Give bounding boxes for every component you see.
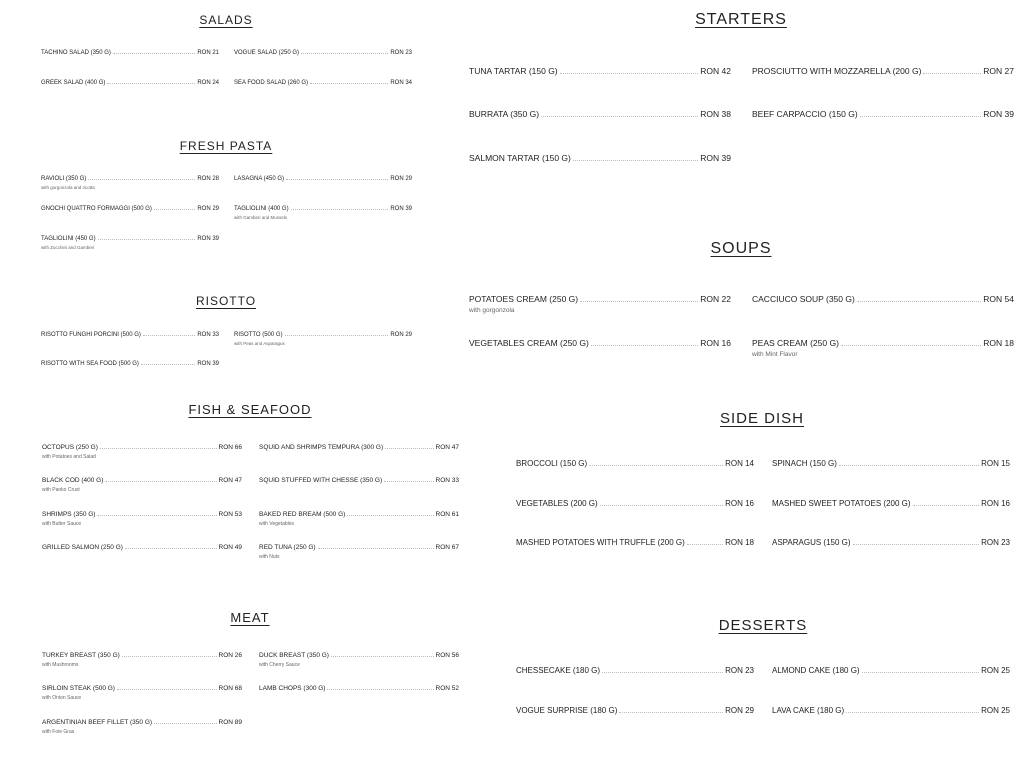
item-price: RON 39: [390, 206, 412, 212]
item-name: ARGENTINIAN BEEF FILLET (350 G): [42, 719, 153, 726]
desserts-title: DESSERTS: [718, 617, 808, 634]
item-price: RON 14: [725, 459, 754, 468]
dot-leader: [839, 465, 979, 466]
item-note: with Mushrooms: [42, 662, 79, 668]
item-name: TAGLIOLINI (400 G): [234, 206, 289, 212]
item-name: VEGETABLES (200 G): [516, 499, 598, 508]
menu-item: [516, 459, 754, 468]
item-name: TUNA TARTAR (150 G): [469, 66, 558, 76]
item-price: RON 49: [218, 544, 242, 551]
menu-item: [234, 50, 412, 56]
starters-title: STARTERS: [695, 11, 787, 28]
item-name: TURKEY BREAST (350 G): [42, 652, 120, 659]
item-name: RED TUNA (250 G): [259, 544, 316, 551]
item-name: SQUID AND SHRIMPS TEMPURA (300 G): [259, 444, 384, 451]
item-price: RON 42: [700, 66, 731, 76]
dot-leader: [122, 656, 217, 657]
menu-item: [42, 652, 242, 668]
dot-leader: [301, 53, 388, 54]
dot-leader: [105, 481, 216, 482]
item-price: RON 28: [197, 176, 219, 182]
menu-item: [752, 109, 1014, 119]
menu-item: [42, 444, 242, 460]
item-price: RON 29: [390, 176, 412, 182]
item-note: with Foie Gras: [42, 729, 75, 735]
dot-leader: [327, 689, 433, 690]
item-price: RON 29: [197, 206, 219, 212]
item-price: RON 33: [435, 477, 459, 484]
item-price: RON 56: [435, 652, 459, 659]
item-note: with Panko Crust: [42, 487, 80, 493]
menu-item: [772, 706, 1010, 715]
menu-item: [234, 176, 412, 182]
menu-item: [42, 544, 242, 551]
dot-leader: [141, 364, 195, 365]
item-name: VOGUE SURPRISE (180 G): [516, 706, 618, 715]
item-note: with Butter Sauce: [42, 521, 82, 527]
item-price: RON 23: [981, 538, 1010, 547]
item-name: BROCCOLI (150 G): [516, 459, 588, 468]
item-price: RON 34: [390, 80, 412, 86]
item-price: RON 18: [725, 538, 754, 547]
dot-leader: [97, 515, 216, 516]
item-price: RON 15: [981, 459, 1010, 468]
dot-leader: [560, 73, 699, 74]
item-name: BURRATA (350 G): [469, 109, 540, 119]
item-price: RON 39: [983, 109, 1014, 119]
item-price: RON 33: [197, 332, 219, 338]
menu-item: [41, 80, 219, 86]
dot-leader: [619, 712, 723, 713]
menu-item: [469, 294, 731, 314]
item-name: LAMB CHOPS (300 G): [259, 685, 326, 692]
menu-item: [752, 66, 1014, 76]
item-price: RON 21: [197, 50, 219, 56]
menu-item: [41, 176, 219, 190]
soups-title: SOUPS: [710, 240, 772, 257]
menu-item: [42, 477, 242, 493]
item-name: OCTOPUS (250 G): [42, 444, 98, 451]
item-name: LASAGNA (450 G): [234, 176, 285, 182]
item-name: ASPARAGUS (150 G): [772, 538, 851, 547]
item-price: RON 67: [435, 544, 459, 551]
dot-leader: [857, 301, 981, 302]
menu-item: [772, 499, 1010, 508]
item-name: VEGETABLES CREAM (250 G): [469, 338, 589, 348]
item-name: CHESSECAKE (180 G): [516, 666, 601, 675]
dot-leader: [154, 723, 216, 724]
item-price: RON 24: [197, 80, 219, 86]
item-note: with Vegetables: [259, 521, 295, 527]
item-price: RON 54: [983, 294, 1014, 304]
menu-item: [259, 544, 459, 560]
dot-leader: [541, 116, 698, 117]
meat-title: MEAT: [230, 610, 270, 625]
dot-leader: [580, 301, 698, 302]
menu-item: [469, 66, 731, 76]
item-name: SALMON TARTAR (150 G): [469, 153, 571, 163]
item-name: CACCIUCO SOUP (350 G): [752, 294, 855, 304]
item-price: RON 16: [700, 338, 731, 348]
menu-item: [469, 153, 731, 163]
dot-leader: [385, 448, 433, 449]
item-name: SHRIMPS (350 G): [42, 511, 96, 518]
dot-leader: [923, 73, 981, 74]
item-name: BAKED RED BREAM (500 G): [259, 511, 346, 518]
item-name: BLACK COD (400 G): [42, 477, 104, 484]
dot-leader: [600, 505, 723, 506]
item-price: RON 53: [218, 511, 242, 518]
menu-item: [752, 338, 1014, 358]
menu-item: [259, 685, 459, 692]
dot-leader: [347, 515, 433, 516]
item-price: RON 52: [435, 685, 459, 692]
dot-leader: [602, 672, 723, 673]
item-note: with Cherry Sauce: [259, 662, 300, 668]
item-name: TAGLIOLINI (450 G): [41, 236, 96, 242]
fresh-pasta-title: FRESH PASTA: [179, 139, 273, 153]
item-price: RON 39: [197, 361, 219, 367]
dot-leader: [862, 672, 980, 673]
menu-item: [772, 666, 1010, 675]
dot-leader: [331, 656, 434, 657]
fish-seafood-title: FISH & SEAFOOD: [188, 402, 312, 417]
menu-item: [259, 477, 459, 484]
menu-item: [41, 361, 219, 367]
item-name: BEEF CARPACCIO (150 G): [752, 109, 858, 119]
item-name: DUCK BREAST (350 G): [259, 652, 329, 659]
item-name: ALMOND CAKE (180 G): [772, 666, 860, 675]
item-name: MASHED SWEET POTATOES (200 G): [772, 499, 911, 508]
item-name: POTATOES CREAM (250 G): [469, 294, 579, 304]
dot-leader: [841, 345, 981, 346]
menu-item: [772, 538, 1010, 547]
item-name: TACHINO SALAD (350 G): [41, 50, 111, 56]
item-name: RISOTTO WITH SEA FOOD (500 G): [41, 361, 139, 367]
menu-item: [41, 332, 219, 338]
dot-leader: [853, 544, 980, 545]
item-price: RON 89: [218, 719, 242, 726]
item-price: RON 39: [197, 236, 219, 242]
item-price: RON 47: [218, 477, 242, 484]
item-name: MASHED POTATOES WITH TRUFFLE (200 G): [516, 538, 685, 547]
dot-leader: [125, 548, 217, 549]
item-price: RON 26: [218, 652, 242, 659]
item-note: with Onion Sauce: [42, 695, 82, 701]
item-note: with Mint Flavor: [752, 351, 798, 358]
item-name: SPINACH (150 G): [772, 459, 837, 468]
menu-item: [259, 444, 459, 451]
dot-leader: [107, 83, 195, 84]
item-name: LAVA CAKE (180 G): [772, 706, 845, 715]
dot-leader: [117, 689, 217, 690]
menu-item: [469, 109, 731, 119]
item-price: RON 18: [983, 338, 1014, 348]
item-price: RON 23: [390, 50, 412, 56]
menu-item: [516, 706, 754, 715]
dot-leader: [291, 209, 389, 210]
menu-item: [259, 511, 459, 527]
item-price: RON 29: [390, 332, 412, 338]
item-price: RON 25: [981, 666, 1010, 675]
item-price: RON 66: [218, 444, 242, 451]
dot-leader: [113, 53, 195, 54]
dot-leader: [591, 345, 698, 346]
item-price: RON 61: [435, 511, 459, 518]
item-name: SEA FOOD SALAD (260 G): [234, 80, 309, 86]
menu-item: [42, 719, 242, 735]
item-name: RISOTTO (500 G): [234, 332, 283, 338]
menu-item: [772, 459, 1010, 468]
item-price: RON 27: [983, 66, 1014, 76]
item-price: RON 29: [725, 706, 754, 715]
menu-item: [469, 338, 731, 348]
menu-item: [516, 499, 754, 508]
menu-item: [41, 206, 219, 212]
menu-item: [516, 538, 754, 547]
item-note: with Gamberi and Mussels: [234, 215, 288, 220]
item-price: RON 68: [218, 685, 242, 692]
item-price: RON 22: [700, 294, 731, 304]
item-note: with Potatoes and Salad: [42, 454, 96, 460]
dot-leader: [687, 544, 723, 545]
dot-leader: [384, 481, 433, 482]
risotto-title: RISOTTO: [195, 294, 257, 308]
item-name: VOGUE SALAD (250 G): [234, 50, 300, 56]
side-dish-title: SIDE DISH: [719, 410, 804, 427]
item-price: RON 25: [981, 706, 1010, 715]
item-name: RAVIOLI (350 G): [41, 176, 87, 182]
item-name: PEAS CREAM (250 G): [752, 338, 839, 348]
item-note: with Nuts: [259, 554, 280, 560]
item-price: RON 38: [700, 109, 731, 119]
dot-leader: [846, 712, 979, 713]
dot-leader: [143, 335, 195, 336]
item-price: RON 16: [981, 499, 1010, 508]
menu-item: [41, 50, 219, 56]
item-name: SIRLOIN STEAK (500 G): [42, 685, 115, 692]
dot-leader: [88, 179, 195, 180]
item-note: with Peas and Asparagus: [234, 341, 285, 346]
menu-item: [752, 294, 1014, 304]
dot-leader: [573, 160, 698, 161]
dot-leader: [860, 116, 982, 117]
menu-item: [234, 80, 412, 86]
menu-item: [259, 652, 459, 668]
item-name: SQUID STUFFED WITH CHESSE (350 G): [259, 477, 383, 484]
dot-leader: [98, 239, 196, 240]
dot-leader: [154, 209, 195, 210]
item-name: PROSCIUTTO WITH MOZZARELLA (200 G): [752, 66, 922, 76]
menu-item: [516, 666, 754, 675]
item-price: RON 47: [435, 444, 459, 451]
dot-leader: [913, 505, 980, 506]
dot-leader: [318, 548, 434, 549]
menu-item: [234, 332, 412, 346]
item-note: with gorgonzola and ricotta: [41, 185, 95, 190]
item-name: GREEK SALAD (400 G): [41, 80, 106, 86]
item-price: RON 16: [725, 499, 754, 508]
salads-title: SALADS: [199, 13, 253, 27]
menu-item: [42, 511, 242, 527]
dot-leader: [589, 465, 723, 466]
item-name: GNOCHI QUATTRO FORMAGGI (500 G): [41, 206, 152, 212]
dot-leader: [285, 335, 389, 336]
item-name: RISOTTO FUNGHI PORCINI (500 G): [41, 332, 141, 338]
menu-item: [41, 236, 219, 250]
dot-leader: [286, 179, 388, 180]
item-price: RON 39: [700, 153, 731, 163]
dot-leader: [310, 83, 388, 84]
item-name: GRILLED SALMON (250 G): [42, 544, 123, 551]
menu-item: [234, 206, 412, 220]
menu-item: [42, 685, 242, 701]
item-note: with gorgonzola: [469, 307, 515, 314]
item-price: RON 23: [725, 666, 754, 675]
item-note: with Zucchini and Gamberi: [41, 245, 95, 250]
dot-leader: [100, 448, 217, 449]
